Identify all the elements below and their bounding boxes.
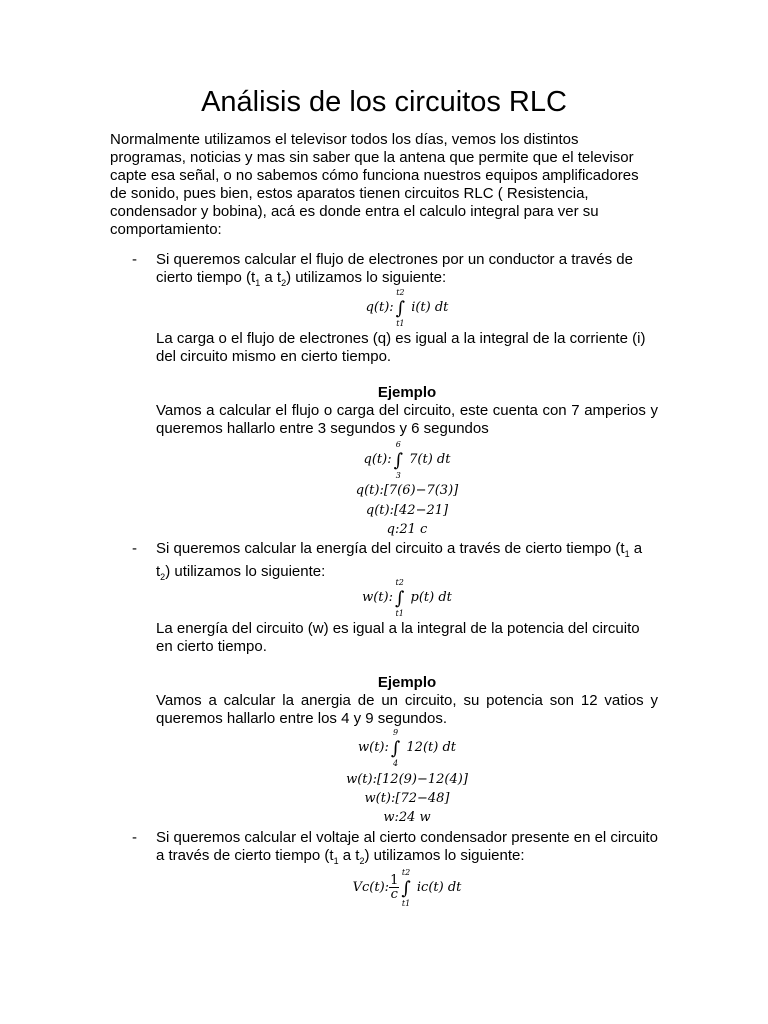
voltaje-formula: Vc(t): $\frac{1}{c}$ t2 ∫ t1 ic(t) dt	[352, 868, 462, 908]
energia-step: w(t):[12(9)−12(4)]	[346, 772, 468, 787]
integral-sign: t2 ∫ t1	[395, 288, 406, 328]
energia-example-integral: w(t): 9 ∫ 4 12(t) dt	[358, 728, 456, 768]
carga-example-text: Vamos a calcular el flujo o carga del circuito, este cuenta con 7 amperios y queremos hallarlo entre 3 segundos y 6 segundos	[156, 402, 658, 437]
integral-sign: 9 ∫ 4	[390, 728, 401, 768]
carga-step: q(t):[7(6)−7(3)]	[355, 483, 459, 498]
integral-sign: 6 ∫ 3	[393, 440, 403, 480]
carga-lead: Si queremos calcular el flujo de electrones por un conductor a través de cierto tiempo ($t_1$ a $t_2$) utilizamos lo siguiente:	[156, 251, 633, 288]
integral-sign: t2 ∫ t1	[394, 578, 405, 618]
energia-lead: Si queremos calcular la energía del circuito a través de cierto tiempo ($t_1$ a $t_2$) utilizamos lo siguiente:	[156, 540, 643, 582]
carga-example-heading: Ejemplo	[377, 384, 437, 401]
page-title: Análisis de los circuitos RLC	[201, 86, 567, 118]
fraction: $\frac{1}{c}$	[390, 873, 399, 902]
voltaje-lead: Si queremos calcular el voltaje al cierto condensador presente en el circuito a través de cierto tiempo ($t_1$ a $t_2$) utilizamos lo siguiente:	[156, 829, 658, 866]
energia-explanation: La energía del circuito (w) es igual a la integral de la potencia del circuito en cierto tiempo.	[156, 620, 640, 655]
bullet-marker: -	[132, 251, 137, 268]
carga-example-integral: q(t): 6 ∫ 3 7(t) dt	[363, 440, 451, 480]
energia-formula: w(t): t2 ∫ t1 p(t) dt	[362, 578, 452, 618]
bullet-marker: -	[132, 540, 137, 557]
integral-sign: t2 ∫ t1	[401, 868, 411, 908]
carga-explanation: La carga o el flujo de electrones (q) es igual a la integral de la corriente (i) del circuito mismo en cierto tiempo.	[156, 330, 646, 365]
energia-example-text: Vamos a calcular la anergia de un circuito, su potencia son 12 vatios y queremos hallarlo entre los 4 y 9 segundos.	[156, 692, 658, 727]
carga-step: q(t):[42−21]	[365, 503, 449, 518]
energia-example-heading: Ejemplo	[377, 674, 437, 691]
carga-formula: q(t): t2 ∫ t1 i(t) dt	[365, 288, 449, 328]
energia-step: w(t):[72−48]	[364, 791, 450, 806]
energia-result: w:24 w	[383, 810, 431, 825]
carga-result: q:21 c	[386, 522, 428, 537]
bullet-marker: -	[132, 829, 137, 846]
intro-paragraph: Normalmente utilizamos el televisor todos los días, vemos los distintos programas, noticias y mas sin saber que la antena que permite que el televisor capte esa señal, o no sabemos cómo funciona nuestros equipos amplificadores de sonido, pues bien, estos aparatos tienen circuitos RLC ( Resistencia, condensador y bobina), acá es donde entra el calculo integral para ver su comportamiento:	[110, 131, 639, 238]
